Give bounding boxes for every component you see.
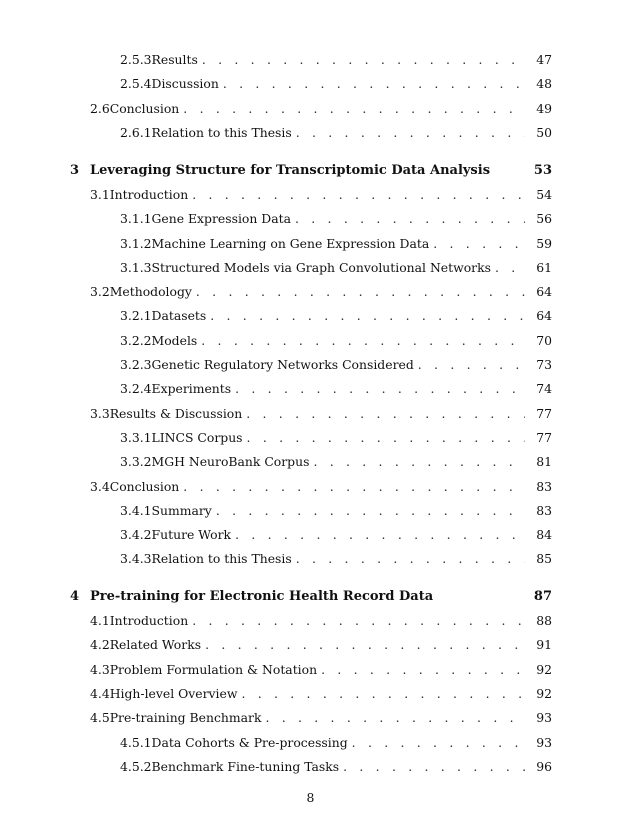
- toc-entry-title: MGH NeuroBank Corpus: [151, 454, 310, 469]
- toc-entry[interactable]: [0, 452, 621, 472]
- toc-entry-title: Pre-training for Electronic Health Record Data: [90, 589, 434, 604]
- toc-entry-page: 85: [536, 551, 552, 566]
- toc-entry-title: Pre-training Benchmark: [109, 710, 262, 725]
- toc-entry-page: 93: [536, 735, 552, 750]
- toc-entry-title: Data Cohorts & Pre-processing: [151, 735, 348, 750]
- toc-entry-page: 53: [533, 163, 552, 178]
- toc-entry-number: 4: [70, 589, 80, 604]
- toc-entry-title: Results & Discussion: [109, 406, 243, 421]
- dot-leader: [433, 234, 525, 254]
- dot-leader: [201, 331, 525, 351]
- dot-leader: [247, 428, 525, 448]
- toc-chapter-entry[interactable]: [0, 587, 621, 607]
- dot-leader: [205, 635, 525, 655]
- toc-entry-page: 81: [536, 454, 552, 469]
- toc-entry-page: 87: [533, 589, 552, 604]
- toc-entry-title: Results: [151, 52, 198, 67]
- toc-entry-title: Datasets: [151, 308, 207, 323]
- toc-entry-title: Relation to this Thesis: [151, 125, 292, 140]
- toc-entry-page: 88: [536, 613, 552, 628]
- toc-entry-number: 3.4.1: [120, 503, 152, 518]
- toc-entry-page: 70: [536, 333, 552, 348]
- toc-entry-page: 61: [536, 260, 552, 275]
- toc-entry-number: 2.6.1: [120, 125, 152, 140]
- toc-entry[interactable]: [0, 209, 621, 229]
- toc-entry[interactable]: [0, 234, 621, 254]
- dot-leader: [210, 306, 525, 326]
- dot-leader: [192, 185, 525, 205]
- page-number: 8: [306, 790, 315, 805]
- toc-entry[interactable]: [0, 99, 621, 119]
- toc-entry[interactable]: [0, 185, 621, 205]
- toc-entry-number: 4.2: [90, 637, 110, 652]
- dot-leader: [192, 611, 525, 631]
- toc-entry[interactable]: [0, 74, 621, 94]
- dot-leader: [235, 379, 525, 399]
- toc-entry-page: 73: [536, 357, 552, 372]
- toc-entry[interactable]: [0, 635, 621, 655]
- toc-entry-title: Machine Learning on Gene Expression Data: [151, 236, 430, 251]
- toc-entry-page: 83: [536, 503, 552, 518]
- toc-entry[interactable]: [0, 525, 621, 545]
- toc-entry-title: Discussion: [151, 76, 219, 91]
- toc-entry-page: 93: [536, 710, 552, 725]
- toc-entry[interactable]: [0, 379, 621, 399]
- toc-entry-number: 4.5.1: [120, 735, 152, 750]
- toc-entry[interactable]: [0, 660, 621, 680]
- toc-entry-page: 64: [536, 308, 552, 323]
- toc-entry-title: Genetic Regulatory Networks Considered: [151, 357, 414, 372]
- toc-entry-title: Benchmark Fine-tuning Tasks: [151, 759, 340, 774]
- toc-entry-page: 92: [536, 686, 552, 701]
- toc-entry-page: 56: [536, 211, 552, 226]
- dot-leader: [216, 501, 525, 521]
- toc-entry[interactable]: [0, 50, 621, 70]
- toc-entry-page: 49: [536, 101, 552, 116]
- toc-entry[interactable]: [0, 708, 621, 728]
- toc-entry-page: 96: [536, 759, 552, 774]
- toc-entry-number: 2.5.3: [120, 52, 152, 67]
- toc-entry-page: 92: [536, 662, 552, 677]
- dot-leader: [223, 74, 525, 94]
- toc-entry-page: 74: [536, 381, 552, 396]
- toc-entry-number: 4.1: [90, 613, 110, 628]
- toc-entry[interactable]: [0, 733, 621, 753]
- toc-entry-page: 64: [536, 284, 552, 299]
- toc-entry-page: 59: [536, 236, 552, 251]
- toc-chapter-entry[interactable]: [0, 161, 621, 181]
- toc-entry[interactable]: [0, 282, 621, 302]
- toc-entry[interactable]: [0, 428, 621, 448]
- toc-entry-title: Leveraging Structure for Transcriptomic Data Analysis: [90, 163, 491, 178]
- dot-leader: [235, 525, 525, 545]
- toc-entry-page: 84: [536, 527, 552, 542]
- toc-entry-number: 3.2.3: [120, 357, 152, 372]
- toc-entry-title: Models: [151, 333, 198, 348]
- toc-entry-title: Experiments: [151, 381, 232, 396]
- toc-entry-number: 3.1.1: [120, 211, 152, 226]
- toc-entry-number: 3.3: [90, 406, 110, 421]
- toc-entry-title: Summary: [151, 503, 212, 518]
- dot-leader: [418, 355, 525, 375]
- toc-entry-number: 3.4.3: [120, 551, 152, 566]
- toc-entry[interactable]: [0, 477, 621, 497]
- toc-entry-title: Structured Models via Graph Convolutional Networks: [151, 260, 491, 275]
- toc-entry[interactable]: [0, 501, 621, 521]
- dot-leader: [321, 660, 525, 680]
- dot-leader: [241, 684, 525, 704]
- toc-entry[interactable]: [0, 549, 621, 569]
- toc-entry-title: Introduction: [109, 613, 189, 628]
- toc-entry[interactable]: [0, 258, 621, 278]
- toc-entry-number: 2.6: [90, 101, 110, 116]
- dot-leader: [196, 282, 525, 302]
- toc-entry-number: 3.3.1: [120, 430, 152, 445]
- dot-leader: [313, 452, 525, 472]
- toc-entry-page: 54: [536, 187, 552, 202]
- toc-entry-number: 3.2: [90, 284, 110, 299]
- toc-entry[interactable]: [0, 123, 621, 143]
- toc-entry[interactable]: [0, 684, 621, 704]
- toc-entry-page: 50: [536, 125, 552, 140]
- toc-entry-number: 3.3.2: [120, 454, 152, 469]
- toc-entry-number: 4.3: [90, 662, 110, 677]
- dot-leader: [343, 757, 525, 777]
- toc-entry-title: Future Work: [151, 527, 232, 542]
- toc-entry-page: 47: [536, 52, 552, 67]
- toc-entry-title: Gene Expression Data: [151, 211, 291, 226]
- toc-entry-number: 3.4.2: [120, 527, 152, 542]
- toc-entry-number: 3.2.1: [120, 308, 152, 323]
- toc-entry-title: Methodology: [109, 284, 192, 299]
- toc-entry-number: 3.1.2: [120, 236, 152, 251]
- toc-entry-number: 3.2.2: [120, 333, 152, 348]
- toc-entry-number: 4.5.2: [120, 759, 152, 774]
- dot-leader: [183, 99, 525, 119]
- toc-entry-number: 4.4: [90, 686, 110, 701]
- toc-entry[interactable]: [0, 611, 621, 631]
- dot-leader: [246, 404, 525, 424]
- toc-entry-title: Introduction: [109, 187, 189, 202]
- toc-entry-number: 3: [70, 163, 80, 178]
- toc-entry-page: 77: [536, 430, 552, 445]
- dot-leader: [296, 549, 525, 569]
- dot-leader: [352, 733, 525, 753]
- toc-entry-number: 2.5.4: [120, 76, 152, 91]
- toc-entry-number: 3.4: [90, 479, 110, 494]
- toc-entry[interactable]: [0, 306, 621, 326]
- toc-entry-title: Conclusion: [109, 479, 180, 494]
- toc-entry-number: 3.2.4: [120, 381, 152, 396]
- toc-entry-title: Relation to this Thesis: [151, 551, 292, 566]
- toc-entry-title: Related Works: [109, 637, 202, 652]
- toc-entry-page: 48: [536, 76, 552, 91]
- dot-leader: [265, 708, 525, 728]
- toc-entry-title: Problem Formulation & Notation: [109, 662, 318, 677]
- dot-leader: [495, 258, 525, 278]
- toc-entry-page: 91: [536, 637, 552, 652]
- toc-entry-number: 3.1.3: [120, 260, 152, 275]
- toc-entry-title: Conclusion: [109, 101, 180, 116]
- dot-leader: [296, 123, 525, 143]
- toc-entry[interactable]: [0, 331, 621, 351]
- toc-entry-number: 4.5: [90, 710, 110, 725]
- dot-leader: [202, 50, 525, 70]
- toc-entry-page: 83: [536, 479, 552, 494]
- dot-leader: [183, 477, 525, 497]
- toc-entry-page: 77: [536, 406, 552, 421]
- toc-entry-title: High-level Overview: [109, 686, 238, 701]
- dot-leader: [295, 209, 525, 229]
- toc-entry[interactable]: [0, 757, 621, 777]
- toc-entry[interactable]: [0, 404, 621, 424]
- toc-entry-title: LINCS Corpus: [151, 430, 243, 445]
- toc-entry[interactable]: [0, 355, 621, 375]
- toc-entry-number: 3.1: [90, 187, 110, 202]
